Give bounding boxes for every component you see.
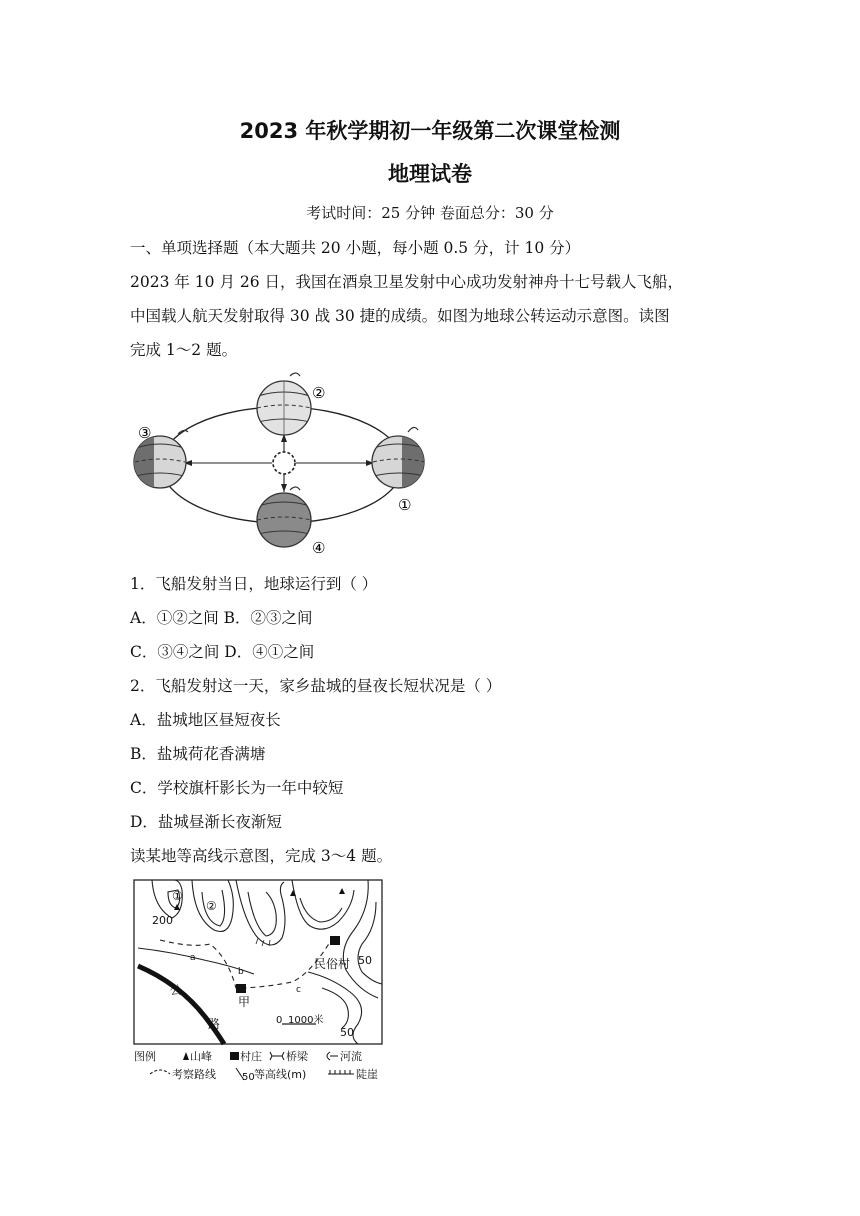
map-label-c: c (296, 985, 301, 995)
map-label-50-bottom: 50 (340, 1026, 354, 1039)
sun-icon (273, 452, 295, 474)
intro-line-2: 中国载人航天发射取得 30 战 30 捷的成绩。如图为地球公转运动示意图。读图 (130, 307, 670, 325)
map-label-1: ① (172, 889, 183, 903)
legend-contour-value: 50 (242, 1072, 255, 1083)
intro-line-3: 完成 1～2 题。 (130, 341, 238, 359)
legend-river: 河流 (340, 1050, 362, 1063)
earth-position-4 (257, 487, 311, 547)
page-title: 2023 年秋学期初一年级第二次课堂检测 (239, 119, 621, 143)
legend-village: 村庄 (240, 1050, 262, 1063)
question-2-option-c: C．学校旗杆影长为一年中较短 (130, 779, 344, 797)
page-subtitle: 地理试卷 (388, 162, 472, 186)
map-label-lu: 路 (208, 1017, 221, 1031)
orbit-label-3: ③ (138, 424, 152, 442)
map-legend (134, 1049, 378, 1083)
earth-orbit-diagram (132, 370, 432, 560)
legend-route-icon (150, 1070, 170, 1074)
legend-river-icon (327, 1052, 338, 1060)
map-label-50-right: 50 (358, 954, 372, 967)
question-1-options-ab: A．①②之间 B．②③之间 (130, 609, 313, 627)
legend-route: 考察路线 (172, 1068, 216, 1081)
contour-intro: 读某地等高线示意图，完成 3～4 题。 (130, 847, 393, 865)
village-icon (236, 984, 246, 993)
legend-title: 图例 (134, 1050, 156, 1063)
legend-peak-icon (183, 1052, 189, 1060)
question-2-stem: 2．飞船发射这一天，家乡盐城的昼夜长短状况是（ ） (130, 677, 502, 695)
intro-line-1: 2023 年 10 月 26 日，我国在酒泉卫星发射中心成功发射神舟十七号载人飞船， (130, 273, 684, 291)
orbit-label-2: ② (312, 384, 326, 402)
map-label-2: ② (206, 899, 217, 913)
legend-contour: 等高线(m) (254, 1068, 307, 1081)
legend-bridge: 桥梁 (286, 1050, 308, 1063)
earth-position-1 (372, 427, 426, 488)
village-icon (330, 936, 340, 945)
question-1-stem: 1．飞船发射当日，地球运行到（ ） (130, 575, 378, 593)
exam-info: 考试时间：25 分钟 卷面总分：30 分 (306, 204, 554, 222)
map-label-200: 200 (152, 914, 173, 927)
orbit-label-4: ④ (312, 539, 326, 557)
orbit-label-1: ① (398, 496, 412, 514)
map-label-a: a (190, 953, 196, 963)
scale-zero: 0 (276, 1015, 283, 1026)
legend-cliff-icon (328, 1070, 354, 1074)
question-2-option-b: B．盐城荷花香满塘 (130, 745, 266, 763)
scale-distance: 1000米 (288, 1015, 324, 1026)
section-heading: 一、单项选择题（本大题共 20 小题，每小题 0.5 分，计 10 分） (130, 239, 581, 257)
question-1-options-cd: C．③④之间 D．④①之间 (130, 643, 315, 661)
map-label-village: 民俗村 (314, 957, 351, 971)
map-label-gong: 公 (170, 983, 183, 997)
map-label-jia: 甲 (238, 995, 251, 1009)
legend-peak: 山峰 (190, 1050, 212, 1063)
legend-cliff: 陡崖 (356, 1068, 378, 1081)
contour-map (132, 878, 384, 1090)
question-2-option-a: A．盐城地区昼短夜长 (130, 711, 281, 729)
question-2-option-d: D．盐城昼渐长夜渐短 (130, 813, 282, 831)
map-label-b: b (238, 967, 244, 977)
legend-village-icon (230, 1052, 239, 1060)
legend-bridge-icon (270, 1052, 284, 1060)
earth-position-2 (257, 373, 311, 435)
